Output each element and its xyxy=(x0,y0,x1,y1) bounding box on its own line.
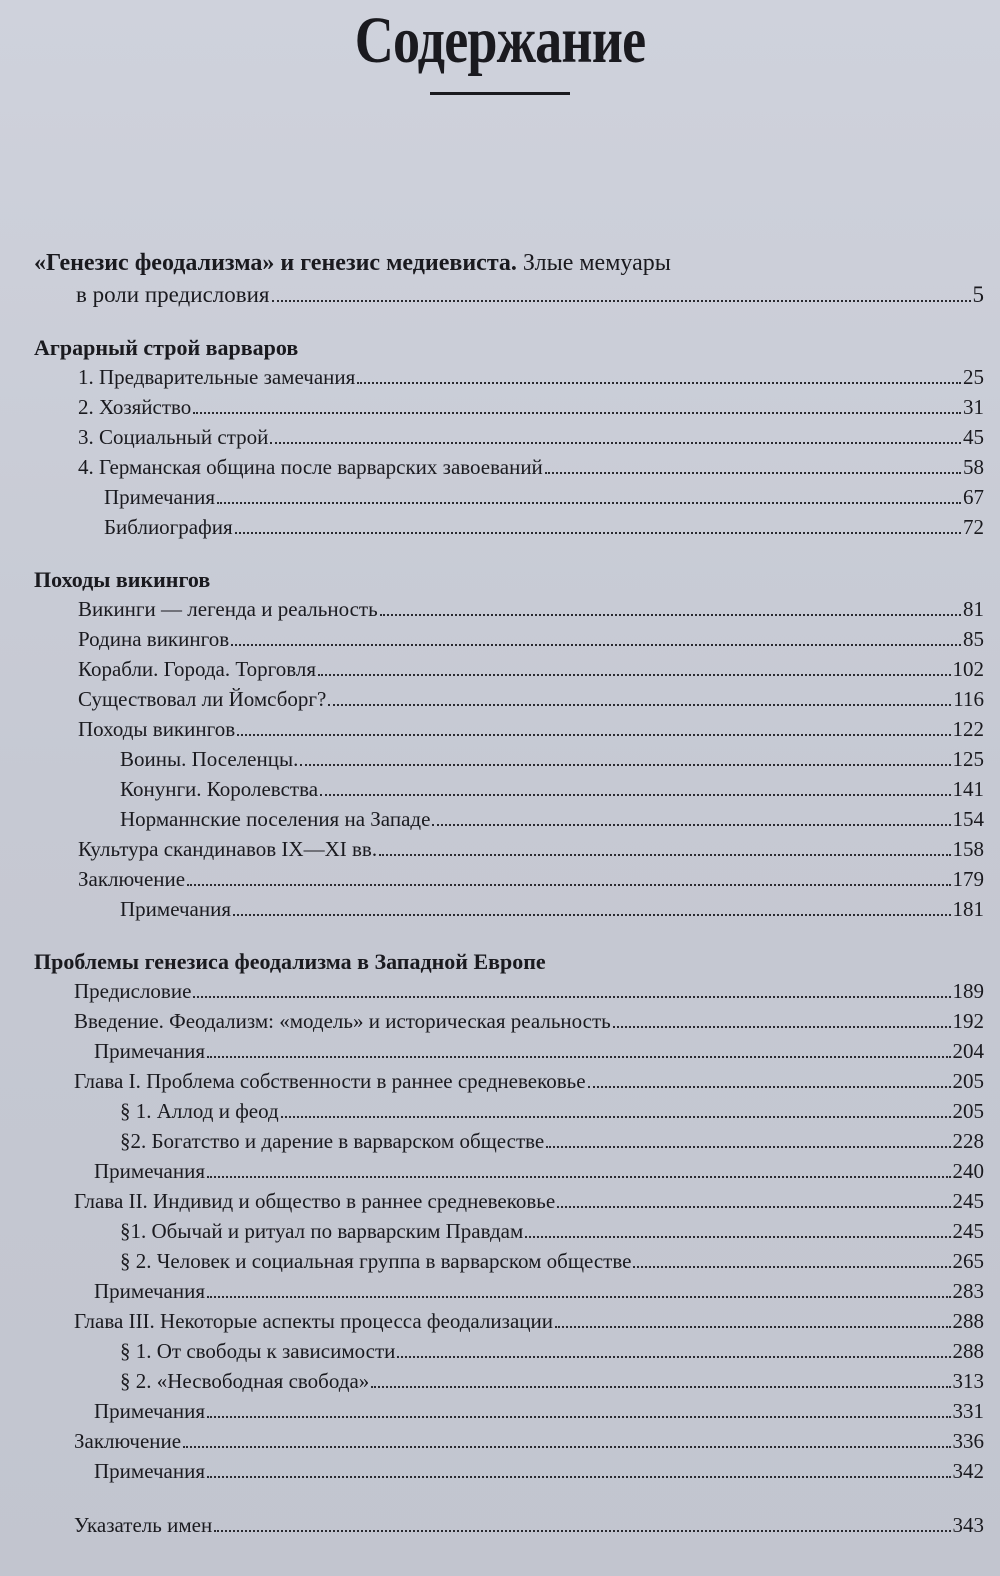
leader-dots xyxy=(281,1116,951,1118)
toc-entry-label: § 1. Аллод и феод xyxy=(120,1099,279,1123)
toc-entry-index[interactable] xyxy=(34,1510,984,1540)
toc-entry-page: 116 xyxy=(953,687,984,711)
toc-entry-page: 245 xyxy=(952,1219,984,1243)
toc-entry-page: 342 xyxy=(952,1459,984,1483)
leader-dots xyxy=(613,1026,951,1028)
toc-entry-page: 45 xyxy=(963,425,984,449)
leader-dots xyxy=(233,914,950,916)
toc-entry[interactable] xyxy=(34,1426,984,1456)
toc-entry-page: 58 xyxy=(963,455,984,479)
toc-entry[interactable] xyxy=(34,1336,984,1366)
leader-dots xyxy=(380,614,961,616)
toc-entry-page: 313 xyxy=(952,1369,984,1393)
leader-dots xyxy=(217,502,961,504)
title-underline xyxy=(430,92,570,95)
toc-entry-label: §1. Обычай и ритуал по варварским Правдам xyxy=(120,1219,524,1243)
toc-entry-label: в роли предисловия xyxy=(76,282,270,307)
intro-heading-bold: «Генезис феодализма» и генезис медиевиста. xyxy=(34,250,517,276)
toc-entry-page: 31 xyxy=(963,395,984,419)
leader-dots xyxy=(270,442,961,444)
toc-entry-label: Указатель имен xyxy=(74,1513,213,1537)
leader-dots xyxy=(214,1530,950,1532)
toc-entry-page: 154 xyxy=(952,807,984,831)
toc-entry-page: 122 xyxy=(952,717,984,741)
toc-entry-page: 102 xyxy=(952,657,984,681)
leader-dots xyxy=(193,412,961,414)
toc-entry-label: Примечания xyxy=(94,1399,206,1423)
toc-entry[interactable] xyxy=(34,624,984,654)
leader-dots xyxy=(432,824,950,826)
leader-dots xyxy=(397,1356,950,1358)
toc-entry-page: 189 xyxy=(952,979,984,1003)
toc-entry-label: § 2. «Несвободная свобода» xyxy=(120,1369,370,1393)
section-heading: Проблемы генезиса феодализма в Западной Европе xyxy=(34,949,546,974)
toc-entry[interactable] xyxy=(34,362,984,392)
toc-entry[interactable] xyxy=(34,422,984,452)
leader-dots xyxy=(545,472,961,474)
toc-entry[interactable] xyxy=(34,594,984,624)
toc-entry[interactable] xyxy=(34,1366,984,1396)
section-heading: Аграрный строй варваров xyxy=(34,335,299,360)
toc-entry[interactable] xyxy=(34,452,984,482)
toc-entry[interactable] xyxy=(34,1156,984,1186)
toc-entry-page: 336 xyxy=(952,1429,984,1453)
toc-entry[interactable] xyxy=(34,280,984,310)
toc-entry[interactable] xyxy=(34,744,984,774)
toc-entry[interactable] xyxy=(34,1216,984,1246)
section-vikings xyxy=(34,566,984,924)
toc-entry-label: Глава III. Некоторые аспекты процесса феодализации xyxy=(74,1309,553,1333)
toc-entry-label: 3. Социальный строй xyxy=(78,425,269,449)
toc-entry-page: 25 xyxy=(963,365,984,389)
toc-entry-label: § 1. От свободы к зависимости xyxy=(120,1339,396,1363)
toc-entry[interactable] xyxy=(34,1006,984,1036)
toc-entry-label: 1. Предварительные замечания xyxy=(78,365,356,389)
toc-entry[interactable] xyxy=(34,834,984,864)
toc-entry[interactable] xyxy=(34,392,984,422)
leader-dots xyxy=(357,382,961,384)
leader-dots xyxy=(588,1086,951,1088)
toc-entry-label: Примечания xyxy=(104,485,216,509)
section-entries xyxy=(34,362,984,542)
section-feudalism xyxy=(34,948,984,1486)
leader-dots xyxy=(555,1326,951,1328)
intro-section xyxy=(34,246,984,310)
toc-entry-page: 245 xyxy=(952,1189,984,1213)
toc-entry[interactable] xyxy=(34,1096,984,1126)
toc-entry-page: 343 xyxy=(952,1513,984,1537)
toc-entry[interactable] xyxy=(34,1396,984,1426)
toc-entry-label: Заключение xyxy=(78,867,186,891)
toc-entry[interactable] xyxy=(34,1276,984,1306)
toc-entry[interactable] xyxy=(34,976,984,1006)
toc-entry-label: Воины. Поселенцы. xyxy=(120,747,299,771)
toc-entry-label: Примечания xyxy=(120,897,232,921)
leader-dots xyxy=(318,674,951,676)
page-title: Содержание xyxy=(354,4,646,77)
leader-dots xyxy=(231,644,961,646)
toc-entry[interactable] xyxy=(34,1246,984,1276)
toc-entry-label: Родина викингов xyxy=(78,627,230,651)
toc-entry-page: 125 xyxy=(952,747,984,771)
toc-entry[interactable] xyxy=(34,1456,984,1486)
leader-dots xyxy=(187,884,950,886)
section-agrarian xyxy=(34,334,984,542)
leader-dots xyxy=(183,1446,950,1448)
toc-entry-page: 158 xyxy=(952,837,984,861)
toc-entry-page: 181 xyxy=(952,897,984,921)
toc-entry[interactable] xyxy=(34,654,984,684)
toc-entry[interactable] xyxy=(34,482,984,512)
leader-dots xyxy=(371,1386,950,1388)
toc-entry-label: Заключение xyxy=(74,1429,182,1453)
toc-entry-page: 205 xyxy=(952,1099,984,1123)
toc-entry-label: Глава II. Индивид и общество в раннее средневековье xyxy=(74,1189,556,1213)
toc-entry[interactable] xyxy=(34,1126,984,1156)
toc-entry-label: Предисловие xyxy=(74,979,192,1003)
intro-heading xyxy=(34,246,984,280)
toc-entry-label: Примечания xyxy=(94,1039,206,1063)
leader-dots xyxy=(525,1236,950,1238)
leader-dots xyxy=(193,996,950,998)
leader-dots xyxy=(320,794,950,796)
toc-entry-label: §2. Богатство и дарение в варварском обществе xyxy=(120,1129,545,1153)
toc-entry[interactable] xyxy=(34,1306,984,1336)
toc-entry-label: Существовал ли Йомсборг? xyxy=(78,687,327,711)
toc-entry-label: Викинги — легенда и реальность xyxy=(78,597,378,621)
toc-entry[interactable] xyxy=(34,714,984,744)
toc-entry-label: Примечания xyxy=(94,1279,206,1303)
toc-entry-page: 85 xyxy=(963,627,984,651)
section-entries xyxy=(34,594,984,924)
leader-dots xyxy=(272,300,971,302)
leader-dots xyxy=(207,1176,950,1178)
toc-entry-label: § 2. Человек и социальная группа в варварском обществе xyxy=(120,1249,632,1273)
leader-dots xyxy=(379,854,950,856)
table-of-contents xyxy=(34,246,984,1540)
leader-dots xyxy=(557,1206,950,1208)
toc-entry-page: 265 xyxy=(952,1249,984,1273)
toc-entry-label: 2. Хозяйство xyxy=(78,395,192,419)
toc-entry[interactable] xyxy=(34,864,984,894)
toc-entry-page: 72 xyxy=(963,515,984,539)
leader-dots xyxy=(207,1296,950,1298)
toc-entry[interactable] xyxy=(34,684,984,714)
leader-dots xyxy=(328,704,951,706)
toc-entry-label: 4. Германская община после варварских завоеваний xyxy=(78,455,543,479)
toc-entry[interactable] xyxy=(34,1036,984,1066)
toc-entry-page: 283 xyxy=(952,1279,984,1303)
leader-dots xyxy=(300,764,950,766)
toc-entry-label: Примечания xyxy=(94,1159,206,1183)
toc-entry-label: Глава I. Проблема собственности в раннее средневековье xyxy=(74,1069,586,1093)
toc-entry-page: 179 xyxy=(952,867,984,891)
toc-entry-label: Корабли. Города. Торговля xyxy=(78,657,316,681)
leader-dots xyxy=(546,1146,950,1148)
leader-dots xyxy=(235,532,961,534)
toc-entry-label: Библиография xyxy=(104,515,233,539)
leader-dots xyxy=(207,1416,950,1418)
toc-entry-label: Походы викингов xyxy=(78,717,236,741)
section-entries xyxy=(34,976,984,1486)
toc-entry-page: 228 xyxy=(952,1129,984,1153)
toc-entry-page: 5 xyxy=(972,282,984,307)
toc-entry-page: 67 xyxy=(963,485,984,509)
toc-entry-label: Введение. Феодализм: «модель» и историческая реальность xyxy=(74,1009,611,1033)
toc-entry-page: 204 xyxy=(952,1039,984,1063)
leader-dots xyxy=(207,1476,950,1478)
toc-entry-label: Конунги. Королевства xyxy=(120,777,319,801)
toc-entry-page: 288 xyxy=(952,1309,984,1333)
toc-entry[interactable] xyxy=(34,1066,984,1096)
toc-entry-page: 288 xyxy=(952,1339,984,1363)
toc-entry-page: 192 xyxy=(952,1009,984,1033)
toc-entry-page: 81 xyxy=(963,597,984,621)
toc-entry[interactable] xyxy=(34,894,984,924)
toc-entry-page: 205 xyxy=(952,1069,984,1093)
intro-heading-normal: Злые мемуары xyxy=(522,250,671,276)
leader-dots xyxy=(237,734,950,736)
toc-entry-label: Примечания xyxy=(94,1459,206,1483)
section-heading: Походы викингов xyxy=(34,567,211,592)
leader-dots xyxy=(207,1056,950,1058)
toc-entry-label: Норманнские поселения на Западе xyxy=(120,807,431,831)
toc-entry-label: Культура скандинавов IX—XI вв. xyxy=(78,837,378,861)
toc-entry-page: 240 xyxy=(952,1159,984,1183)
toc-entry[interactable] xyxy=(34,804,984,834)
toc-entry[interactable] xyxy=(34,512,984,542)
toc-entry-page: 141 xyxy=(952,777,984,801)
toc-entry[interactable] xyxy=(34,1186,984,1216)
toc-entry[interactable] xyxy=(34,774,984,804)
leader-dots xyxy=(633,1266,950,1268)
toc-entry-page: 331 xyxy=(952,1399,984,1423)
